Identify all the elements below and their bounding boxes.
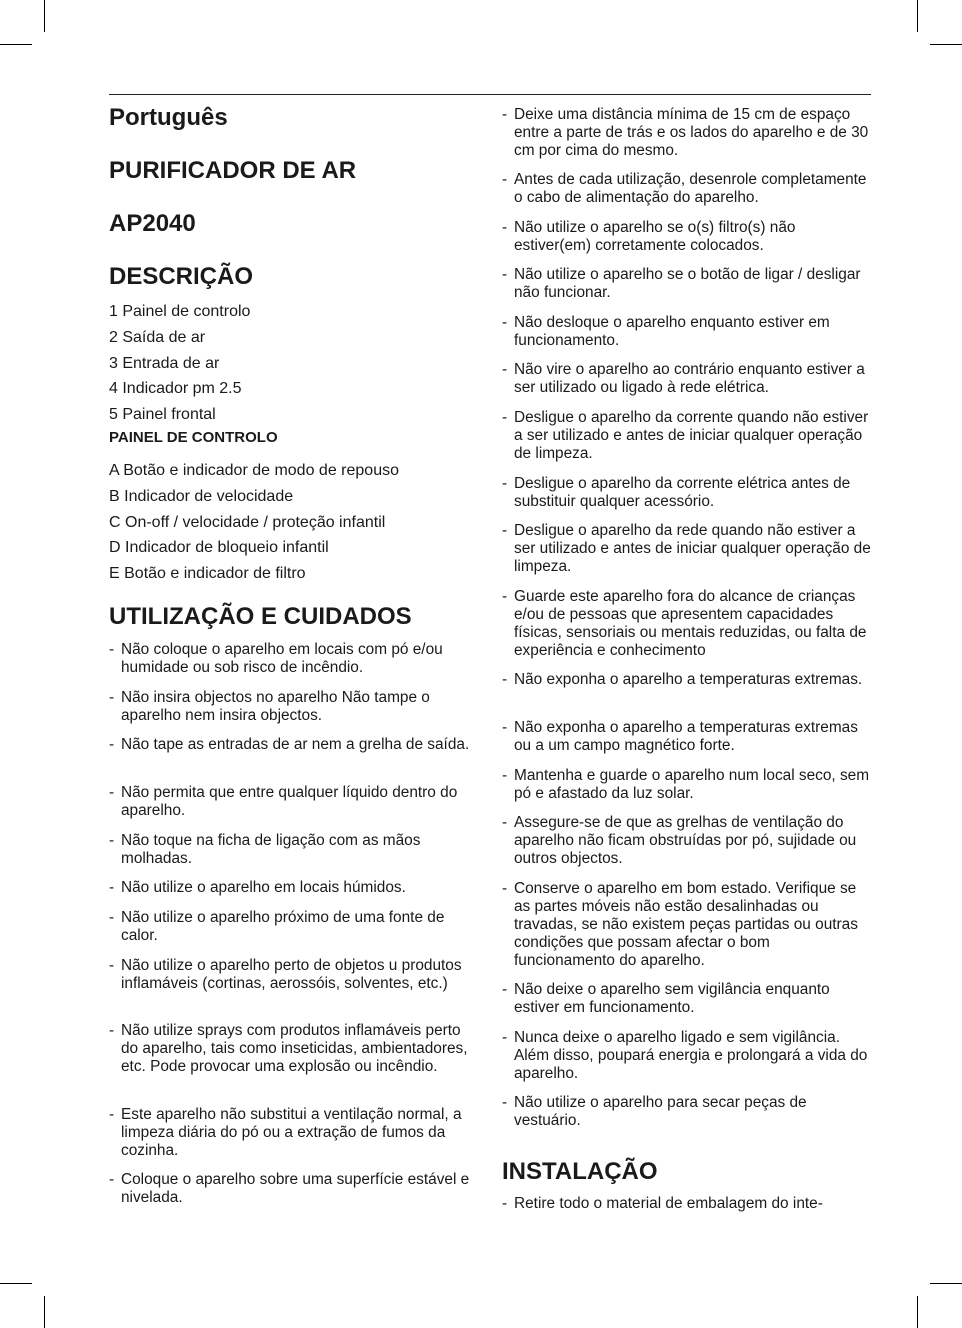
bullet-item: - Não insira objectos no aparelho Não tampe o aparelho nem insira objectos.	[109, 689, 479, 725]
crop-mark	[930, 44, 962, 45]
control-panel-heading: PAINEL DE CONTROLO	[109, 429, 278, 446]
list-item: 1 Painel de controlo	[109, 303, 251, 320]
crop-mark	[0, 1283, 32, 1284]
list-item: D Indicador de bloqueio infantil	[109, 539, 329, 557]
bullet-item: - Retire todo o material de embalagem do inte-	[502, 1195, 872, 1213]
bullet-item: - Mantenha e guarde o aparelho num local seco, sem pó e afastado da luz solar.	[502, 767, 872, 803]
header-rule	[109, 94, 871, 95]
crop-mark	[44, 0, 45, 32]
model-number: AP2040	[109, 210, 196, 237]
bullet-item: - Não utilize o aparelho em locais húmidos.	[109, 879, 479, 897]
product-title: PURIFICADOR DE AR	[109, 157, 357, 184]
bullet-item: - Desligue o aparelho da corrente elétrica antes de substituir qualquer acessório.	[502, 475, 872, 511]
bullet-item: - Não deixe o aparelho sem vigilância enquanto estiver em funcionamento.	[502, 981, 872, 1017]
bullet-item: - Não desloque o aparelho enquanto estiver em funcionamento.	[502, 314, 872, 350]
bullet-item: - Não exponha o aparelho a temperaturas extremas ou a um campo magnético forte.	[502, 719, 872, 755]
bullet-item: - Não utilize o aparelho se o(s) filtro(s) não estiver(em) corretamente colocados.	[502, 219, 872, 255]
bullet-item: - Nunca deixe o aparelho ligado e sem vigilância. Além disso, poupará energia e prolongará a vida do aparelho.	[502, 1029, 872, 1083]
installation-heading: INSTALAÇÃO	[502, 1158, 658, 1185]
bullet-item: - Deixe uma distância mínima de 15 cm de espaço entre a parte de trás e os lados do aparelho e de 30 cm por cima do mesmo.	[502, 106, 872, 160]
list-item: C On-off / velocidade / proteção infantil	[109, 513, 386, 531]
bullet-item: - Desligue o aparelho da rede quando não estiver a ser utilizado e antes de iniciar qualquer operação de limpeza.	[502, 522, 872, 576]
bullet-item: - Não tape as entradas de ar nem a grelha de saída.	[109, 736, 479, 754]
list-item: 5 Painel frontal	[109, 406, 216, 424]
bullet-item: - Coloque o aparelho sobre uma superfície estável e nivelada.	[109, 1171, 479, 1207]
list-item: A Botão e indicador de modo de repouso	[109, 462, 399, 479]
crop-mark	[44, 1296, 45, 1328]
bullet-item: - Não utilize o aparelho próximo de uma fonte de calor.	[109, 909, 479, 945]
language-heading: Português	[109, 104, 228, 131]
list-item: 3 Entrada de ar	[109, 354, 220, 372]
bullet-item: - Não utilize sprays com produtos inflamáveis perto do aparelho, tais como inseticidas, ambientadores, etc. Pode provocar uma explosão ou incêndio.	[109, 1022, 479, 1076]
bullet-item: - Guarde este aparelho fora do alcance de crianças e/ou de pessoas que apresentem capacidades físicas, sensoriais ou mentais reduzidas, ou falta de experiência e conhecimento	[502, 588, 872, 660]
list-item: B Indicador de velocidade	[109, 487, 294, 505]
crop-mark	[917, 1296, 918, 1328]
bullet-item: - Não permita que entre qualquer líquido dentro do aparelho.	[109, 784, 479, 820]
bullet-item: - Assegure-se de que as grelhas de ventilação do aparelho não ficam obstruídas por pó, sujidade ou outros objectos.	[502, 814, 872, 868]
crop-mark	[930, 1283, 962, 1284]
bullet-item: - Antes de cada utilização, desenrole completamente o cabo de alimentação do aparelho.	[502, 171, 872, 207]
bullet-item: - Não utilize o aparelho se o botão de ligar / desligar não funcionar.	[502, 266, 872, 302]
bullet-item: - Desligue o aparelho da corrente quando não estiver a ser utilizado e antes de iniciar qualquer operação de limpeza.	[502, 409, 872, 463]
usage-heading: UTILIZAÇÃO E CUIDADOS	[109, 603, 412, 630]
list-item: 2 Saída de ar	[109, 328, 206, 346]
bullet-item: - Não toque na ficha de ligação com as mãos molhadas.	[109, 832, 479, 868]
list-item: E Botão e indicador de filtro	[109, 565, 306, 583]
parts-list	[109, 302, 250, 431]
bullet-item: - Não utilize o aparelho para secar peças de vestuário.	[502, 1094, 872, 1130]
bullet-item: - Não vire o aparelho ao contrário enquanto estiver a ser utilizado ou ligado à rede elétrica.	[502, 361, 872, 397]
crop-mark	[917, 0, 918, 32]
bullet-item: - Não coloque o aparelho em locais com pó e/ou humidade ou sob risco de incêndio.	[109, 641, 479, 677]
bullet-item: - Este aparelho não substitui a ventilação normal, a limpeza diária do pó ou a extração de fumos da cozinha.	[109, 1106, 479, 1160]
description-heading: DESCRIÇÃO	[109, 263, 254, 290]
control-panel-list	[109, 461, 399, 590]
bullet-item: - Conserve o aparelho em bom estado. Verifique se as partes móveis não estão desalinhadas ou travadas, se não existem peças partidas ou outras condições que possam afectar o bom funcionamento do aparelho.	[502, 880, 872, 970]
bullet-item: - Não exponha o aparelho a temperaturas extremas.	[502, 671, 872, 689]
bullet-item: - Não utilize o aparelho perto de objetos u produtos inflamáveis (cortinas, aerossóis, solventes, etc.)	[109, 957, 479, 993]
crop-mark	[0, 44, 32, 45]
list-item: 4 Indicador pm 2.5	[109, 380, 242, 398]
